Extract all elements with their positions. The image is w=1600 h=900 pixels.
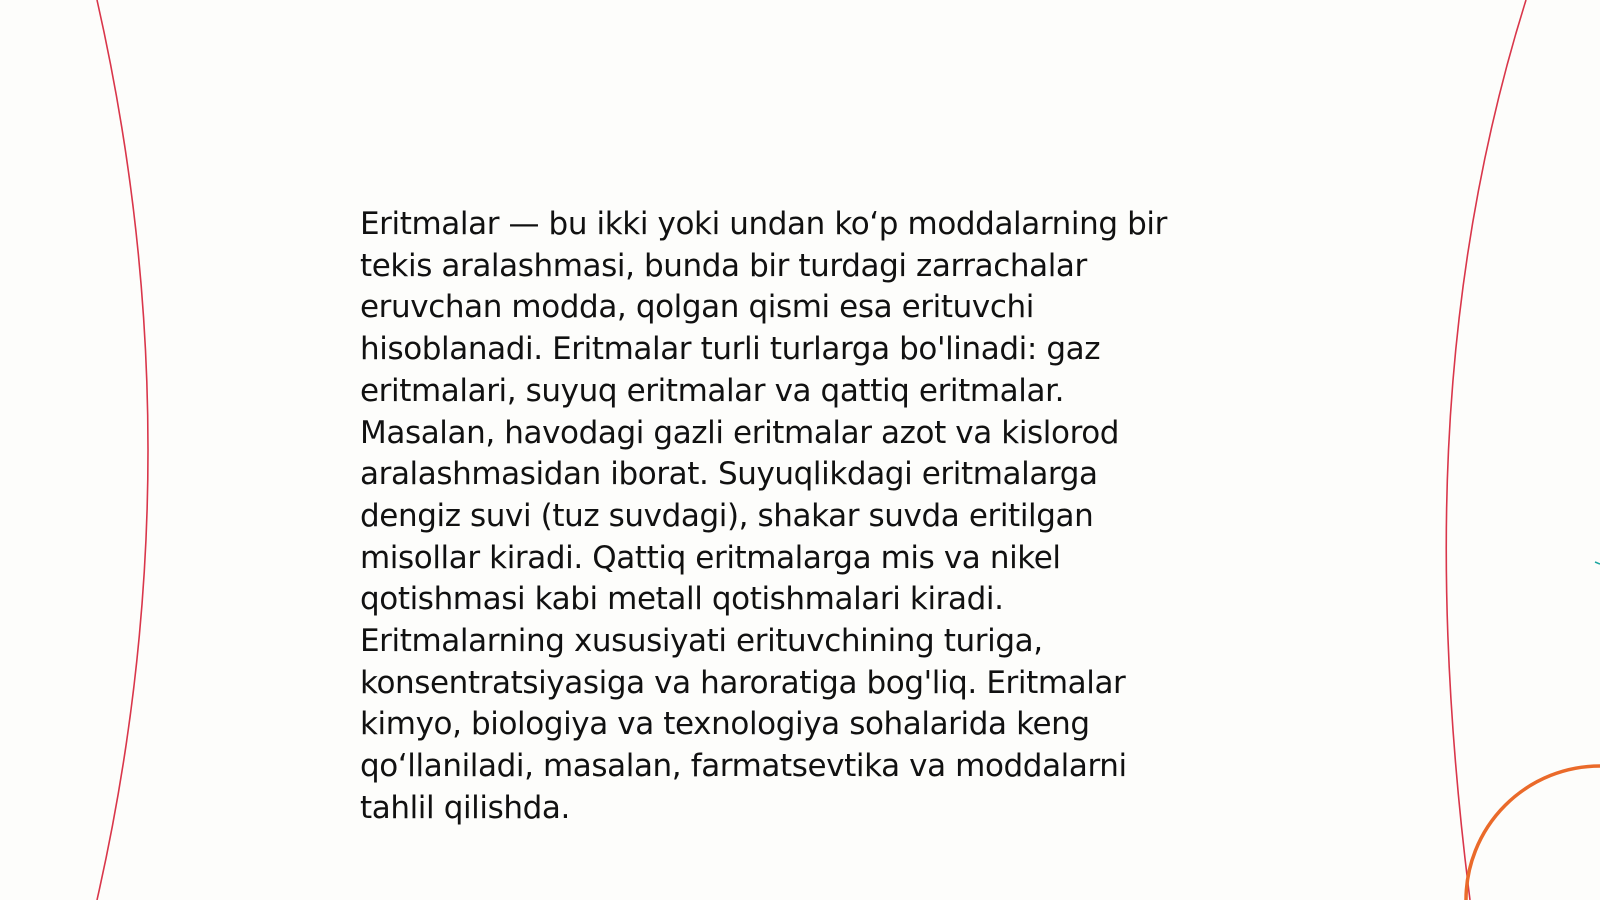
body-line: hisoblanadi. Eritmalar turli turlarga bo'linadi: gaz (360, 331, 1101, 368)
left-curve-line (97, 0, 148, 900)
body-line: Masalan, havodagi gazli eritmalar azot va kislorod (360, 414, 1120, 451)
body-line: Eritmalar — bu ikki yoki undan ko‘p moddalarning bir (360, 206, 1167, 242)
orange-arc (1466, 766, 1600, 900)
body-line: aralashmasidan iborat. Suyuqlikdagi eritmalarga (360, 456, 1098, 493)
body-line: qo‘llaniladi, masalan, farmatsevtika va moddalarni (360, 748, 1127, 785)
teal-accent-mark (1595, 562, 1600, 564)
body-line: eritmalari, suyuq eritmalar va qattiq eritmalar. (360, 372, 1065, 409)
body-line: tahlil qilishda. (360, 789, 570, 826)
body-paragraph (360, 204, 1240, 830)
body-line: kimyo, biologiya va texnologiya sohalarida keng (360, 706, 1090, 743)
body-line: konsentratsiyasiga va haroratiga bog'liq. Eritmalar (360, 664, 1126, 701)
body-line: eruvchan modda, qolgan qismi esa erituvchi (360, 289, 1034, 326)
right-curve-line (1446, 0, 1526, 900)
body-line: tekis aralashmasi, bunda bir turdagi zarrachalar (360, 247, 1087, 284)
body-line: dengiz suvi (tuz suvdagi), shakar suvda eritilgan (360, 497, 1094, 534)
body-line: qotishmasi kabi metall qotishmalari kiradi. (360, 581, 1004, 618)
body-line: misollar kiradi. Qattiq eritmalarga mis va nikel (360, 539, 1061, 576)
body-line: Eritmalarning xususiyati erituvchining turiga, (360, 623, 1043, 660)
